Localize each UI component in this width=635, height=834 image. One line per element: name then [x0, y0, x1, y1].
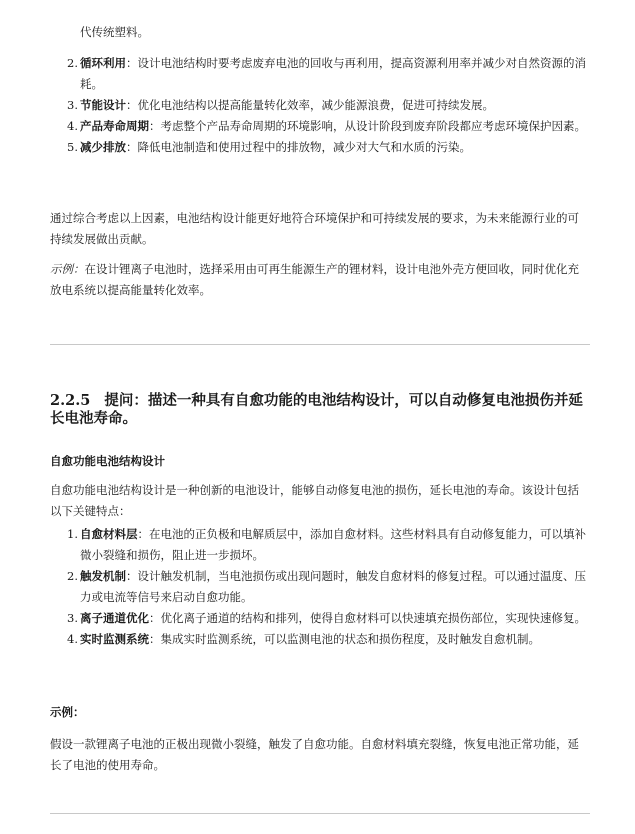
section-heading [50, 392, 590, 428]
example-lead: 示例： [50, 262, 85, 276]
item-number: 5. [67, 140, 78, 154]
item-text: 优化离子通道的结构和排列，使得自愈材料可以快速填充损伤部位，实现快速修复。 [160, 611, 586, 625]
summary-paragraph: 通过综合考虑以上因素，电池结构设计能更好地符合环境保护和可持续发展的要求，为未来能源行业的可持续发展做出贡献。 [50, 211, 579, 246]
item-sep: ： [126, 56, 138, 70]
features-list [50, 524, 590, 650]
item-term: 节能设计 [80, 98, 126, 112]
item-text: 设计电池结构时要考虑废弃电池的回收与再利用，提高资源利用率并减少对自然资源的消耗。 [80, 56, 586, 91]
list-item [50, 566, 590, 608]
item-number: 2. [67, 569, 78, 583]
item-sep: ： [126, 569, 138, 583]
item-sep: ： [137, 527, 149, 541]
item-text: 设计触发机制，当电池损伤或出现问题时，触发自愈材料的修复过程。可以通过温度、压力或电流等信号来启动自愈功能。 [80, 569, 586, 604]
item-number: 3. [67, 98, 78, 112]
item-term: 循环利用 [80, 56, 126, 70]
item-text: 降低电池制造和使用过程中的排放物，减少对大气和水质的污染。 [137, 140, 471, 154]
example-text: 在设计锂离子电池时，选择采用由可再生能源生产的锂材料，设计电池外壳方便回收，同时优化充放电系统以提高能量转化效率。 [50, 262, 579, 297]
section-number: 2.2.5 [50, 392, 91, 409]
subheading: 自愈功能电池结构设计 [50, 454, 165, 468]
example-paragraph [50, 259, 590, 301]
section-title: 提问：描述一种具有自愈功能的电池结构设计，可以自动修复电池损伤并延长电池寿命。 [50, 392, 583, 427]
item-text: 考虑整个产品寿命周期的环境影响，从设计阶段到废弃阶段都应考虑环境保护因素。 [160, 119, 586, 133]
item-number: 4. [67, 119, 78, 133]
item-term: 实时监测系统 [80, 632, 149, 646]
item-sep: ： [149, 611, 161, 625]
item-term: 离子通道优化 [80, 611, 149, 625]
item-number: 1. [67, 527, 78, 541]
item-number: 4. [67, 632, 78, 646]
list-item [50, 116, 590, 137]
item-sep: ： [149, 632, 161, 646]
item-term: 自愈材料层 [80, 527, 138, 541]
list-item [50, 137, 590, 158]
list-item [50, 53, 590, 95]
item-number: 2. [67, 56, 78, 70]
item-text: 优化电池结构以提高能量转化效率，减少能源浪费，促进可持续发展。 [137, 98, 494, 112]
example-label: 示例： [50, 705, 85, 719]
item-term: 触发机制 [80, 569, 126, 583]
item-number: 3. [67, 611, 78, 625]
intro-paragraph: 自愈功能电池结构设计是一种创新的电池设计，能够自动修复电池的损伤，延长电池的寿命。该设计包括以下关键特点： [50, 483, 579, 518]
item-sep: ： [149, 119, 161, 133]
list-item [50, 629, 590, 650]
item-term: 产品寿命周期 [80, 119, 149, 133]
item-sep: ： [126, 98, 138, 112]
list-item [50, 524, 590, 566]
continued-text: 代传统塑料。 [80, 25, 149, 39]
item-text: 集成实时监测系统，可以监测电池的状态和损伤程度，及时触发自愈机制。 [160, 632, 540, 646]
list-item [50, 608, 590, 629]
item-term: 减少排放 [80, 140, 126, 154]
section-divider [50, 813, 590, 814]
item-sep: ： [126, 140, 138, 154]
example-paragraph: 假设一款锂离子电池的正极出现微小裂缝，触发了自愈功能。自愈材料填充裂缝，恢复电池正常功能，延长了电池的使用寿命。 [50, 737, 579, 772]
principles-list [50, 53, 590, 158]
list-item [50, 95, 590, 116]
item-text: 在电池的正负极和电解质层中，添加自愈材料。这些材料具有自动修复能力，可以填补微小裂缝和损伤，阻止进一步损坏。 [80, 527, 586, 562]
section-divider [50, 344, 590, 345]
